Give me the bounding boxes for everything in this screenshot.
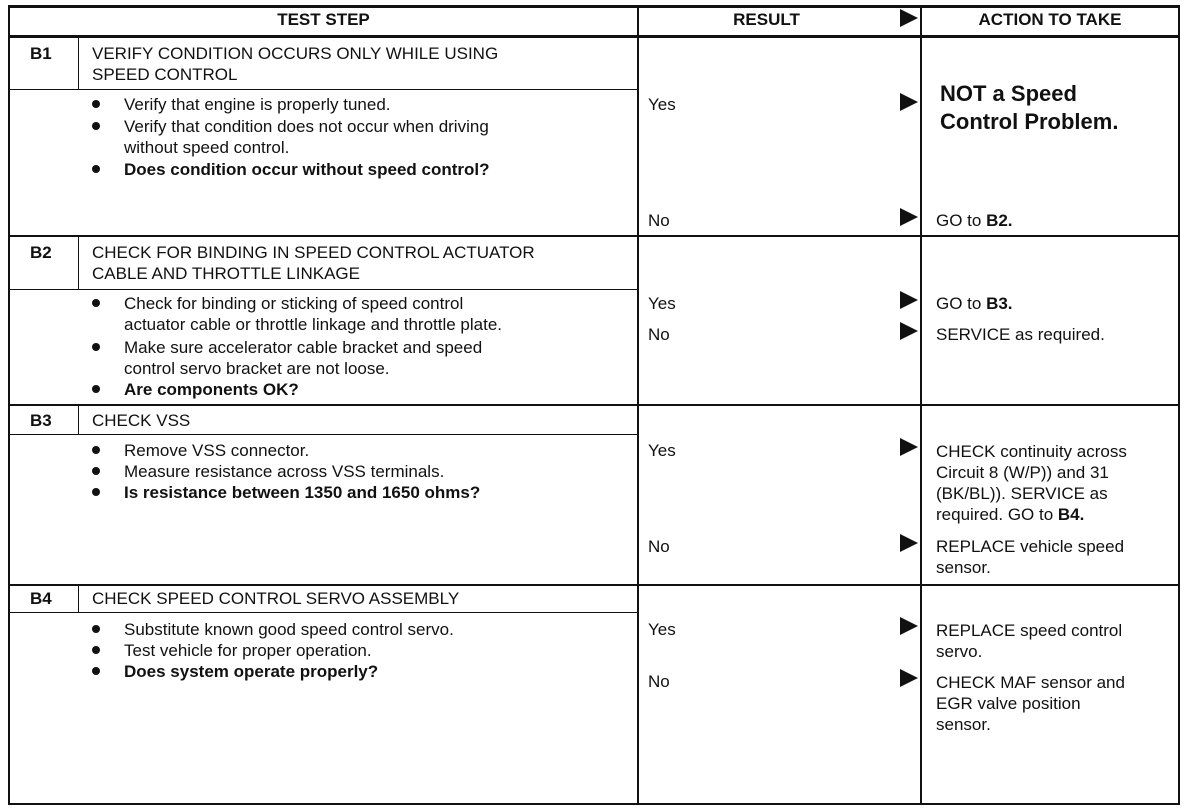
arrow-icon xyxy=(900,534,918,552)
action-text: GO to B2. xyxy=(936,211,1013,230)
bullet-icon xyxy=(92,122,100,130)
bullet-text: Verify that condition does not occur when driving without speed control. xyxy=(124,117,489,157)
bullet-question: Does condition occur without speed control? xyxy=(124,160,490,179)
bullet-icon xyxy=(92,467,100,475)
bullet-icon xyxy=(92,646,100,654)
action-text: REPLACE speed control servo. xyxy=(936,621,1123,661)
action-text: REPLACE vehicle speed sensor. xyxy=(936,537,1125,577)
bullet-icon xyxy=(92,343,100,351)
result-yes: Yes xyxy=(648,95,676,114)
step-id: B1 xyxy=(30,44,52,63)
bullet-question: Is resistance between 1350 and 1650 ohms? xyxy=(124,483,481,502)
step-id: B3 xyxy=(30,411,52,430)
result-yes: Yes xyxy=(648,620,676,639)
step-title: CHECK SPEED CONTROL SERVO ASSEMBLY xyxy=(92,589,460,608)
bullet-icon xyxy=(92,625,100,633)
action-text: NOT a Speed Control Problem. xyxy=(940,81,1119,134)
action-text: CHECK MAF sensor and EGR valve position sensor. xyxy=(936,673,1125,734)
action-text: CHECK continuity across Circuit 8 (W/P)) and 31 (BK/BL)). SERVICE as required. GO to B4. xyxy=(936,442,1127,524)
action-text: SERVICE as required. xyxy=(936,325,1105,344)
arrow-icon xyxy=(900,669,918,687)
bullet-question: Does system operate properly? xyxy=(124,662,379,681)
bullet-icon xyxy=(92,165,100,173)
header-arrow-icon xyxy=(900,9,918,27)
step-id: B4 xyxy=(30,589,52,608)
action-text: GO to B3. xyxy=(936,294,1013,313)
bullet-icon xyxy=(92,446,100,454)
bullet-text: Test vehicle for proper operation. xyxy=(124,641,372,660)
bullet-text: Substitute known good speed control servo. xyxy=(124,620,454,639)
bullet-text: Measure resistance across VSS terminals. xyxy=(124,462,445,481)
bullet-text: Verify that engine is properly tuned. xyxy=(124,95,391,114)
bullet-question: Are components OK? xyxy=(124,380,299,399)
header-result: RESULT xyxy=(733,10,800,29)
arrow-icon xyxy=(900,617,918,635)
arrow-icon xyxy=(900,322,918,340)
bullet-icon xyxy=(92,488,100,496)
result-no: No xyxy=(648,672,670,691)
header-action: ACTION TO TAKE xyxy=(978,10,1122,29)
result-no: No xyxy=(648,537,670,556)
bullet-icon xyxy=(92,667,100,675)
result-yes: Yes xyxy=(648,441,676,460)
arrow-icon xyxy=(900,438,918,456)
arrow-icon xyxy=(900,93,918,111)
step-title: VERIFY CONDITION OCCURS ONLY WHILE USING SPEED CONTROL xyxy=(92,44,499,84)
bullet-text: Make sure accelerator cable bracket and speed control servo bracket are not loose. xyxy=(124,338,483,378)
step-id: B2 xyxy=(30,243,52,262)
bullet-icon xyxy=(92,100,100,108)
arrow-icon xyxy=(900,291,918,309)
result-no: No xyxy=(648,211,670,230)
result-no: No xyxy=(648,325,670,344)
bullet-text: Remove VSS connector. xyxy=(124,441,310,460)
result-yes: Yes xyxy=(648,294,676,313)
step-title: CHECK VSS xyxy=(92,411,191,430)
bullet-text: Check for binding or sticking of speed control actuator cable or throttle linkage and throttle plate. xyxy=(124,294,503,334)
bullet-icon xyxy=(92,299,100,307)
arrow-icon xyxy=(900,208,918,226)
header-test-step: TEST STEP xyxy=(277,10,370,29)
step-title: CHECK FOR BINDING IN SPEED CONTROL ACTUATOR CABLE AND THROTTLE LINKAGE xyxy=(92,243,535,283)
bullet-icon xyxy=(92,385,100,393)
